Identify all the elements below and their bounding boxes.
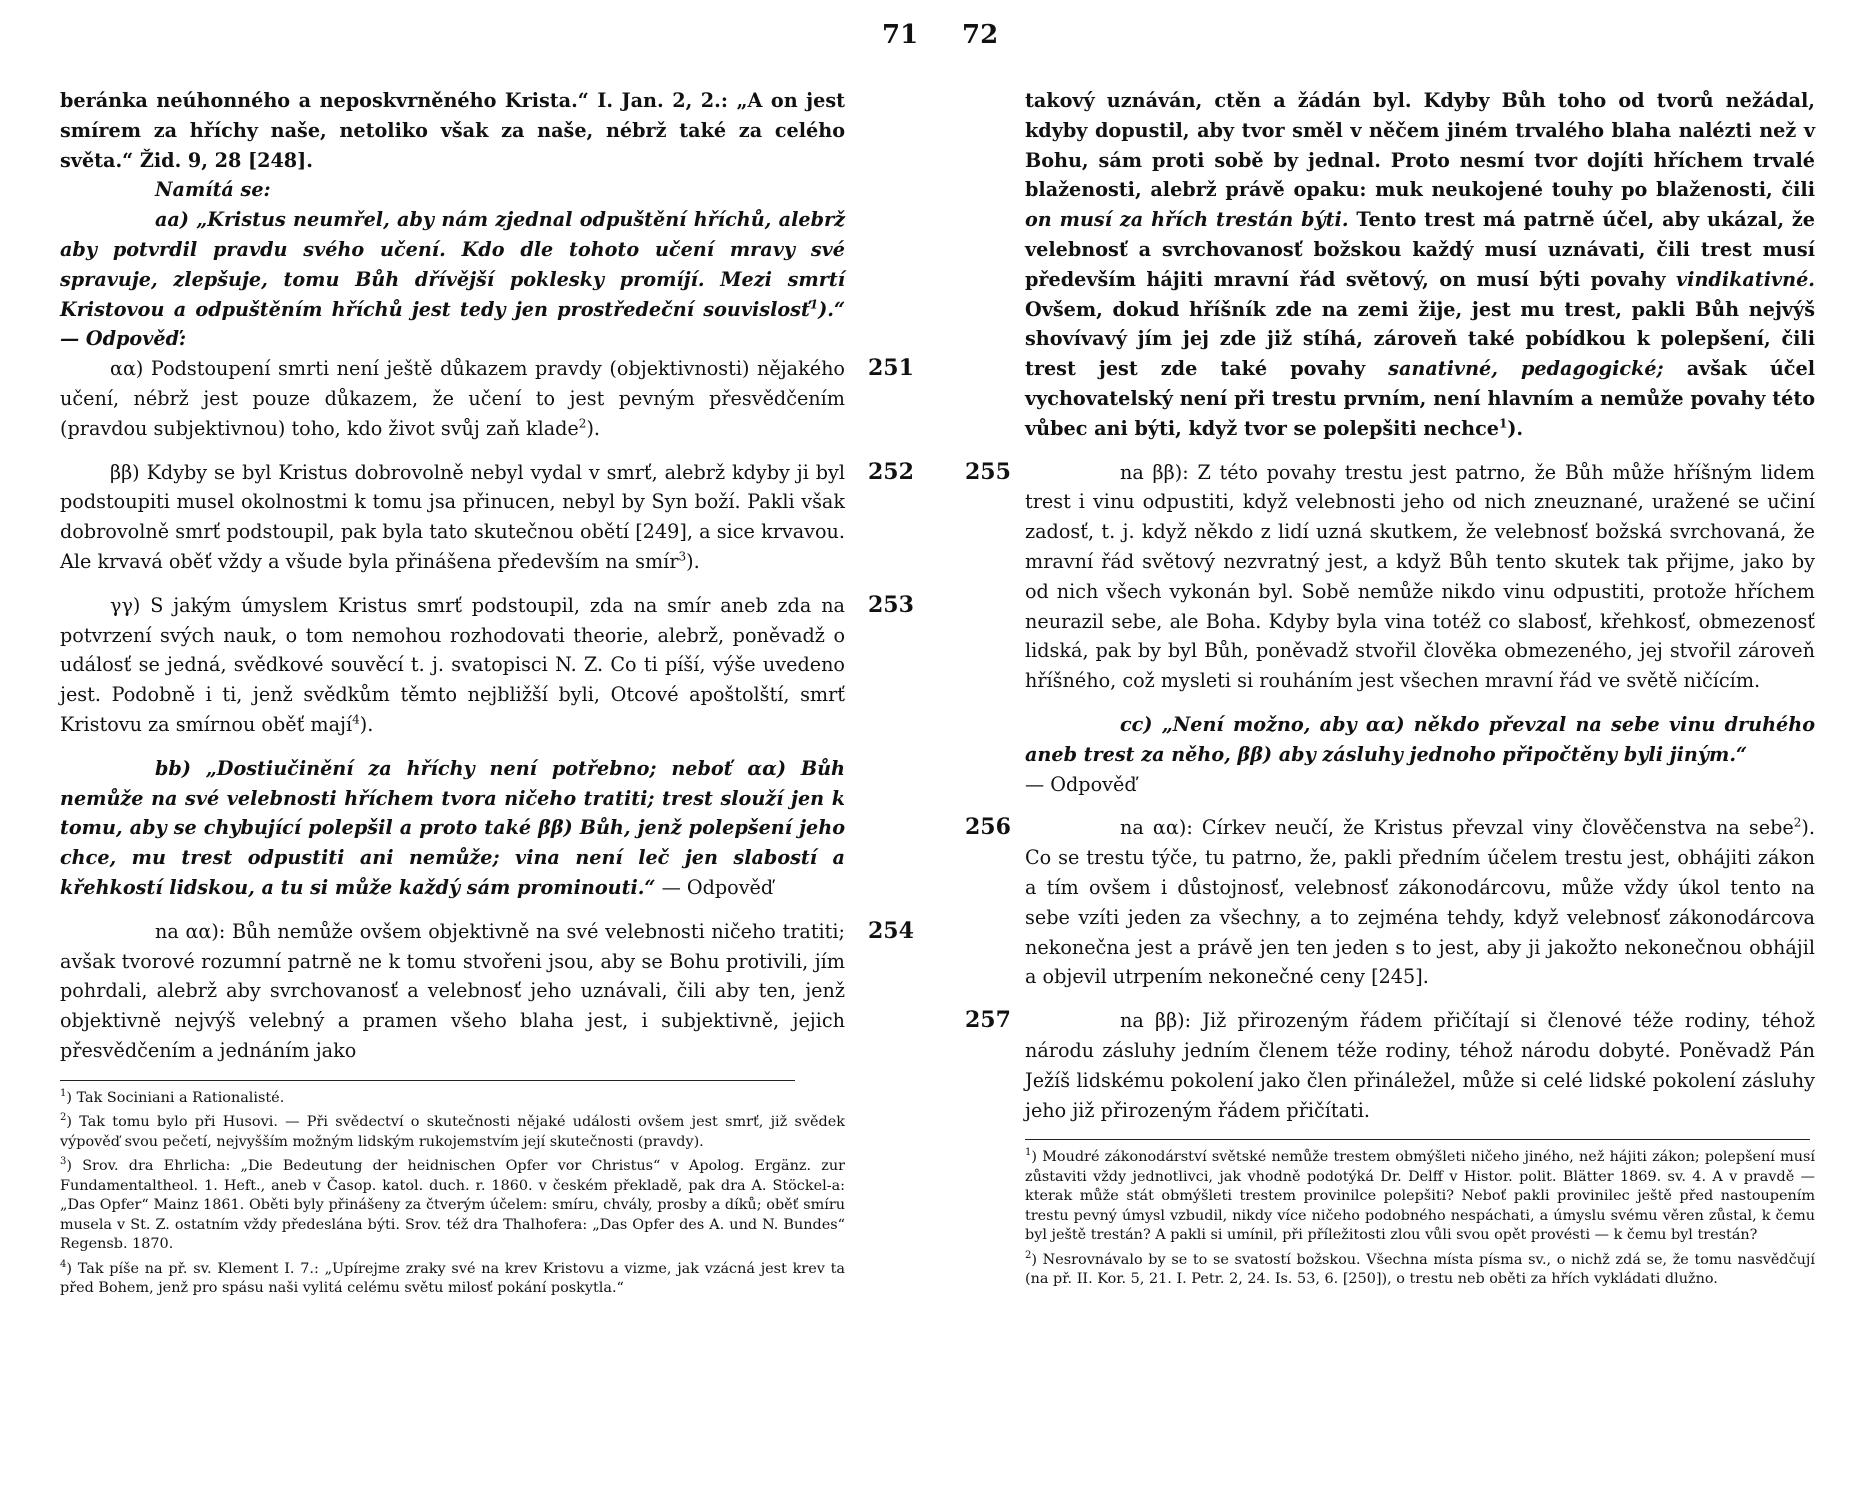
margin-number-253: 253 xyxy=(868,591,914,618)
objection-aa: aa) „Kristus neumřel, aby nám zjednal odpuštění hříchů, alebrž aby potvrdil pravdu svého učení. Kdo dle tohoto učení mravy své spravuje, zlepšuje, tomu Bůh dřívější poklesky promíjí. Mezi smrtí Kristovou a odpuštěním hříchů jest tedy jen prostředeční souvislosť$^1$).“ — Odpověď: xyxy=(60,208,845,351)
footnote-rule-left xyxy=(60,1080,795,1081)
objection-bb: bb) „Dostiučinění za hříchy není potřebno; neboť αα) Bůh nemůže na své velebnosti hříchem tvora ničeho tratiti; trest slouží jen k tomu, aby se chybující polepšil a proto také ββ) Bůh, jenž polepšení jeho chce, mu trest odpustiti ani nemůže; vina není leč jen slabostí a křehkostí lidskou, a tu si může každý sám prominouti.“ — Odpověď xyxy=(60,756,845,899)
footnote-ref-3: 3 xyxy=(678,549,687,564)
footnote-left-3: $^3$) Srov. dra Ehrlicha: „Die Bedeutung der heidnischen Opfer vor Christus“ v Apolog. Ergänz. zur Fundamentaltheol. 1. Heft., aneb v Časop. katol. duch. r. 1860. v českém překladě, pak dra A. Stöckel-a: „Das Opfer“ Mainz 1861. Oběti byly přinášeny za čtverým účelem: smíru, chvály, prosby a díků; oběť smíru musela v St. Z. ostatním vždy předeslána býti. Srov. též dra Thalhofera: „Das Opfer des A. und N. Bundes“ Regensb. 1870. xyxy=(60,1156,845,1253)
left-page-body xyxy=(60,86,914,1066)
answer-na-alpha: na αα): Bůh nemůže ovšem objektivně na své velebnosti ničeho tratiti; avšak tvorové rozumní patrně ne k tomu stvořeni jsou, aby se Bohu protivili, jím pohrdali, alebrž aby svrchovanosť a velebnosť jeho uznávali, čili aby ten, jenž objektivně nejvýš velebný a pramen všeho blaha jest, i subjektivně, jejich přesvědčením a jednáním jako xyxy=(60,919,845,1062)
footnote-ref-4: 4 xyxy=(352,712,360,727)
right-paragraph-1: takový uznáván, ctěn a žádán byl. Kdyby Bůh toho od tvorů nežádal, kdyby dopustil, aby tvor směl v něčem jiném trvalého blaha nalézti než v Bohu, sám proti sobě by jednal. Proto nesmí tvor dojíti hříchem trvalé blaženosti, alebrž právě opaku: muk neukojené touhy po blaženosti, čili on musí za hřích trestán býti. Tento trest má patrně účel, aby ukázal, že velebnosť a svrchovanosť božskou každý musí uznávati, čili trest musí především hájiti mravní řád světový, on musí býti povahy vindikativné. Ovšem, dokud hříšník zde na zemi žije, jest mu trest, pakli Bůh nejvýš shovívavý jím jej zde již stíhá, zároveň také pobídkou k polepšení, čili trest jest zde také povahy sanativné, pedagogické; avšak účel vychovatelský není při trestu prvním, není hlavním a nemůže povahy této vůbec ani býti, když tvor se polepšiti nechce$^1$). xyxy=(1025,89,1815,440)
footnote-ref-right-1: 1 xyxy=(1498,416,1508,431)
footnote-ref-1: 1 xyxy=(809,297,819,312)
margin-number-257: 257 xyxy=(965,1007,1011,1034)
margin-number-251: 251 xyxy=(868,355,914,382)
margin-number-255: 255 xyxy=(965,458,1011,485)
footnote-left-4: $^4$) Tak píše na př. sv. Klement I. 7.: „Upírejme zraky své na krev Kristovu a vizme, jak vzácná jest krev ta před Bohem, jenž pro spásu naši vylitá celému světu milosť pokání poskytla.“ xyxy=(60,1258,845,1297)
answer-na-beta: na ββ): Z této povahy trestu jest patrno, že Bůh může hříšným lidem trest i vinu odpustiti, když velebnosti jeho od nich zneuznané, uražené se učiní zadosť, t. j. když někdo z lidí uzná skutkem, že velebnosť božská svrchovaná, že mravní řád světový nezvratný jest, a když Bůh tento skutek tak přijme, jako by od nich všech vykonán byl. Sobě nemůže nikdo vinu odpustiti, protože hříchem neurazil sebe, ale Boha. Kdyby byla vina totéž co slabosť, křehkosť, obmezenosť lidská, pak by byl Bůh, poněvadž stvořil člověka obmezeného, jej stvořil zároveň hříšného, což mysleti si rouháním jest všechen mravní řád ve světě ničícím. xyxy=(1025,460,1815,693)
paragraph-254 xyxy=(60,917,914,1066)
footnote-ref-right-2: 2 xyxy=(1793,815,1802,830)
paragraph-255 xyxy=(965,458,1815,696)
margin-number-256: 256 xyxy=(965,814,1011,841)
paragraph-256 xyxy=(965,813,1815,992)
objection-cc: cc) „Není možno, aby αα) někdo převzal na sebe vinu druhého aneb trest za něho, ββ) aby zásluhy jednoho připočtěny byli jiným.“ — Odpověď xyxy=(1025,712,1815,796)
footnote-left-1: $^1$) Tak Sociniani a Rationalisté. xyxy=(60,1087,285,1106)
page-number-right: 72 xyxy=(962,20,999,50)
paragraph-252 xyxy=(60,458,914,577)
left-paragraph-1: beránka neúhonného a neposkvrněného Krista.“ I. Jan. 2, 2.: „A on jest smírem za hříchy naše, netoliko však za naše, nébrž také za celého světa.“ Žid. 9, 28 [248]. xyxy=(60,89,845,172)
paragraph-251 xyxy=(60,354,914,443)
margin-number-254: 254 xyxy=(868,917,914,944)
paragraph-253 xyxy=(60,591,914,740)
page-number-left: 71 xyxy=(882,20,919,50)
left-page xyxy=(60,86,914,1304)
objection-heading: Namítá se: xyxy=(155,178,271,202)
answer-gamma: γγ) S jakým úmyslem Kristus smrť podstoupil, zda na smír aneb zda na potvrzení svých nauk, o tom nemohou rozhodovati theorie, alebrž, poněvadž o událosť se jedná, svědkové souvěcí t. j. svatopisci N. Z. Co ti píší, výše uvedeno jest. Podobně i ti, jenž svědkům těmto nejbližší byli, Otcové apoštolští, smrť Kristovu za smírnou oběť mají$^4$). xyxy=(60,593,845,736)
footnote-rule-right xyxy=(1025,1139,1810,1140)
answer-beta: ββ) Kdyby se byl Kristus dobrovolně nebyl vydal v smrť, alebrž kdyby ji byl podstoupiti musel okolnostmi k tomu jsa přinucen, nebyl by Syn boží. Pakli však dobrovolně smrť podstoupil, pak byla tato skutečnou obětí [249], a sice krvavou. Ale krvavá oběť vždy a všude byla přinášena především na smír$^3$). xyxy=(60,460,845,573)
answer-alpha: αα) Podstoupení smrti není ještě důkazem pravdy (objektivnosti) nějakého učení, nébrž jest pouze důkazem, že učení to jest pevným přesvědčením (pravdou subjektivnou) toho, kdo život svůj zaň klade$^2$). xyxy=(60,357,845,440)
right-page-body xyxy=(965,86,1815,1125)
footnote-left-2: $^2$) Tak tomu bylo při Husovi. — Při svědectví o skutečnosti nějaké události ovšem jest smrť, již svědek výpověď svou pečetí, nejvyšším možným lidským rukojemstvím její skutečnosti (pravdy). xyxy=(60,1112,845,1150)
margin-number-252: 252 xyxy=(868,458,914,485)
right-page xyxy=(965,86,1815,1295)
footnote-right-2: $^2$) Nesrovnávalo by se to se svatostí božskou. Všechna místa písma sv., o nichž zdá se, že tomu nasvědčují (na př. II. Kor. 5, 21. I. Petr. 2, 24. Is. 53, 6. [250]), o trestu neb oběti za hřích vykládati dlužno. xyxy=(1025,1250,1815,1288)
footnote-ref-2: 2 xyxy=(578,416,587,431)
answer-na-alpha-2: na αα): Církev neučí, že Kristus převzal viny člověčenstva na sebe$^2$). Co se trestu týče, tu patrno, že, pakli předním účelem trestu jest, obhájiti zákon a tím ovšem i důstojnosť, velebnosť zákonodárcovu, může vždy úkol tento na sebe vzíti jeden za všechny, a to zejména tehdy, když velebnosť zákonodárcova nekonečna jest a právě jen ten jeden s to jest, aby ji jakožto nekonečnou obhájil a objevil utrpením nekonečné ceny [245]. xyxy=(1025,815,1815,989)
answer-na-beta-2: na ββ): Již přirozeným řádem přičítají si členové téže rodiny, téhož národu zásluhy jedním členem téže rodiny, téhož národu dobyté. Poněvadž Pán Ježíš lidskému pokolení jako člen přináležel, může si celé lidské pokolení zásluhy jeho již přirozeným řádem přičítati. xyxy=(1025,1009,1815,1122)
paragraph-257 xyxy=(965,1006,1815,1125)
footnote-right-1: $^1$) Moudré zákonodárství světské nemůže trestem obmýšleti ničeho jiného, než hájiti zákon; polepšení musí zůstaviti vždy jednotlivci, jak vhodně podotýká Dr. Delff v Histor. polit. Blätter 1869. sv. 4. A v pravdě — kterak může stát obmýšleti trestem provinilce polepšiti? Neboť pakli provinilec ještě před nastoupením trestu pevný úmysl vzbudil, nikdy více ničeho podobného nespáchati, a úmyslu svému věren zůstal, k čemu byl ještě trestán? A pakli si umínil, při příležitosti zlou vůli svou opět provésti — k čemu byl trestán? xyxy=(1025,1147,1815,1244)
